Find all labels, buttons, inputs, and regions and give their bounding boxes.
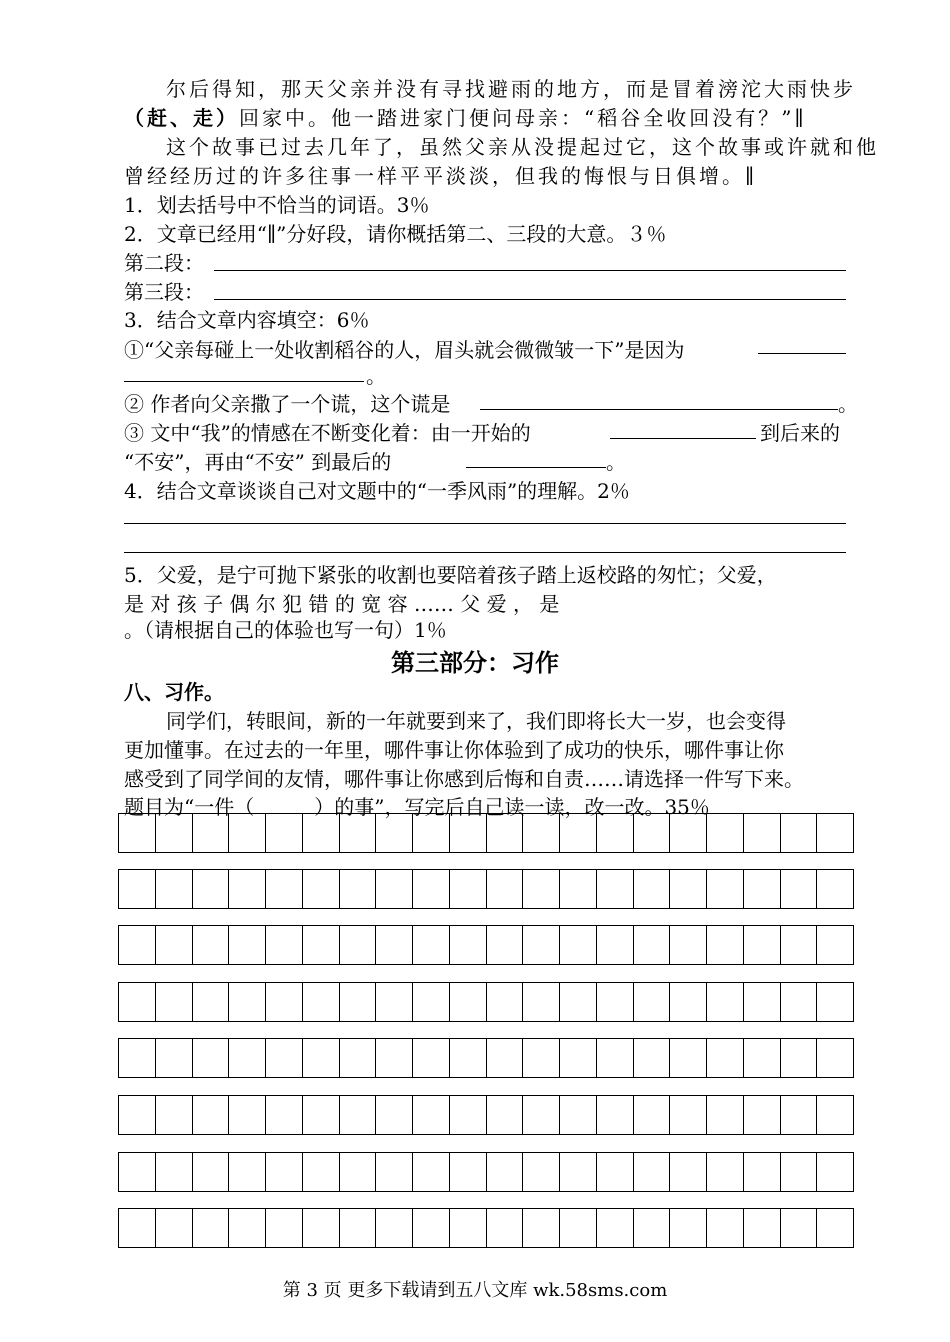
grid-cell[interactable]: [670, 1096, 707, 1134]
grid-cell[interactable]: [817, 1096, 853, 1134]
question-3-3-part3: “不安”，再由“不安” 到最后的: [124, 450, 392, 474]
grid-cell[interactable]: [670, 814, 707, 852]
grid-cell[interactable]: [450, 814, 487, 852]
grid-cell[interactable]: [156, 1153, 193, 1191]
grid-cell[interactable]: [450, 1153, 487, 1191]
grid-cell[interactable]: [266, 983, 303, 1021]
passage-p2-line2: 曾经经历过的许多往事一样平平淡淡，但我的悔恨与日俱增。∥: [124, 164, 758, 188]
question-3-3-end: 。: [606, 450, 626, 474]
passage-p1-line2-text: 回家中。他一踏进家门便问母亲：“稻谷全收回没有？”∥: [239, 106, 807, 130]
grid-cell[interactable]: [413, 1039, 450, 1077]
grid-cell[interactable]: [597, 1039, 634, 1077]
grid-cell[interactable]: [597, 814, 634, 852]
question-3-1: ①“父亲每碰上一处收割稻谷的人，眉头就会微微皱一下”是因为: [124, 338, 685, 362]
grid-cell[interactable]: [450, 983, 487, 1021]
grid-cell[interactable]: [413, 926, 450, 964]
grid-cell[interactable]: [560, 814, 597, 852]
grid-cell[interactable]: [156, 983, 193, 1021]
section-heading: 八、习作。: [124, 680, 224, 704]
grid-cell[interactable]: [744, 1209, 781, 1247]
grid-cell[interactable]: [744, 1039, 781, 1077]
grid-cell[interactable]: [376, 814, 413, 852]
grid-cell[interactable]: [523, 814, 560, 852]
grid-cell[interactable]: [597, 1153, 634, 1191]
grid-cell[interactable]: [193, 1096, 230, 1134]
grid-cell[interactable]: [193, 1209, 230, 1247]
question-1: 1．划去括号中不恰当的词语。3％: [124, 193, 430, 217]
grid-cell[interactable]: [119, 1039, 156, 1077]
grid-cell[interactable]: [817, 926, 853, 964]
grid-cell[interactable]: [523, 1209, 560, 1247]
grid-cell[interactable]: [487, 870, 524, 908]
question-5-line1: 5．父爱，是宁可抛下紧张的收割也要陪着孩子踏上返校路的匆忙；父爱，: [124, 563, 777, 587]
grid-cell[interactable]: [707, 926, 744, 964]
question-5-line2: 是 对 孩 子 偶 尔 犯 错 的 宽 容 …… 父 爱 ， 是: [124, 592, 560, 616]
grid-cell[interactable]: [229, 1209, 266, 1247]
grid-cell[interactable]: [413, 1209, 450, 1247]
grid-cell[interactable]: [229, 1039, 266, 1077]
grid-cell[interactable]: [744, 1153, 781, 1191]
question-3-2: ② 作者向父亲撒了一个谎，这个谎是: [124, 392, 451, 416]
grid-cell[interactable]: [487, 926, 524, 964]
grid-cell[interactable]: [340, 814, 377, 852]
grid-cell[interactable]: [670, 983, 707, 1021]
grid-cell[interactable]: [817, 1039, 853, 1077]
grid-cell[interactable]: [156, 1039, 193, 1077]
passage-p1-line2: [124, 104, 807, 132]
answer-line-3-3b[interactable]: [466, 467, 606, 468]
grid-cell[interactable]: [229, 1096, 266, 1134]
grid-cell[interactable]: [634, 870, 671, 908]
grid-cell[interactable]: [634, 1039, 671, 1077]
grid-cell[interactable]: [523, 983, 560, 1021]
grid-cell[interactable]: [560, 983, 597, 1021]
answer-line-3-3a[interactable]: [610, 438, 756, 439]
grid-cell[interactable]: [597, 983, 634, 1021]
grid-row[interactable]: [118, 982, 854, 1022]
grid-cell[interactable]: [156, 1209, 193, 1247]
grid-cell[interactable]: [376, 1153, 413, 1191]
grid-cell[interactable]: [303, 926, 340, 964]
answer-label-para2: 第二段：: [124, 251, 204, 275]
grid-cell[interactable]: [303, 870, 340, 908]
grid-cell[interactable]: [781, 1209, 818, 1247]
grid-cell[interactable]: [781, 1039, 818, 1077]
grid-cell[interactable]: [376, 870, 413, 908]
grid-cell[interactable]: [376, 1096, 413, 1134]
grid-cell[interactable]: [781, 870, 818, 908]
question-3-3-part1: ③ 文中“我”的情感在不断变化着：由一开始的: [124, 421, 531, 445]
grid-cell[interactable]: [781, 1153, 818, 1191]
grid-row[interactable]: [118, 1095, 854, 1135]
passage-p1-line1: 尔后得知，那天父亲并没有寻找避雨的地方，而是冒着滂沱大雨快步: [166, 77, 856, 101]
grid-cell[interactable]: [340, 983, 377, 1021]
grid-cell[interactable]: [303, 983, 340, 1021]
grid-cell[interactable]: [597, 1096, 634, 1134]
grid-cell[interactable]: [487, 1209, 524, 1247]
grid-cell[interactable]: [303, 1096, 340, 1134]
grid-cell[interactable]: [266, 1039, 303, 1077]
grid-cell[interactable]: [376, 983, 413, 1021]
grid-cell[interactable]: [229, 814, 266, 852]
grid-cell[interactable]: [156, 1096, 193, 1134]
grid-cell[interactable]: [266, 1153, 303, 1191]
grid-cell[interactable]: [560, 1096, 597, 1134]
grid-cell[interactable]: [156, 870, 193, 908]
grid-cell[interactable]: [634, 1096, 671, 1134]
grid-cell[interactable]: [707, 1039, 744, 1077]
grid-cell[interactable]: [487, 814, 524, 852]
grid-cell[interactable]: [193, 1153, 230, 1191]
grid-cell[interactable]: [450, 870, 487, 908]
grid-cell[interactable]: [707, 1153, 744, 1191]
answer-line-3-2[interactable]: [480, 409, 838, 410]
question-4: 4．结合文章谈谈自己对文题中的“一季风雨”的理解。2％: [124, 479, 630, 503]
grid-cell[interactable]: [707, 1096, 744, 1134]
passage-p2-line1: 这个故事已过去几年了，虽然父亲从没提起过它，这个故事或许就和他: [166, 135, 879, 159]
grid-cell[interactable]: [487, 1153, 524, 1191]
grid-cell[interactable]: [340, 1039, 377, 1077]
grid-row[interactable]: [118, 1038, 854, 1078]
answer-line-4a[interactable]: [124, 523, 846, 524]
grid-row[interactable]: [118, 869, 854, 909]
grid-cell[interactable]: [303, 1039, 340, 1077]
grid-cell[interactable]: [119, 1209, 156, 1247]
grid-cell[interactable]: [744, 814, 781, 852]
grid-cell[interactable]: [193, 870, 230, 908]
grid-cell[interactable]: [634, 1209, 671, 1247]
grid-cell[interactable]: [193, 814, 230, 852]
answer-label-para3: 第三段：: [124, 280, 204, 304]
grid-cell[interactable]: [670, 1209, 707, 1247]
grid-cell[interactable]: [634, 926, 671, 964]
grid-row[interactable]: [118, 813, 854, 853]
grid-cell[interactable]: [670, 1153, 707, 1191]
grid-cell[interactable]: [523, 1096, 560, 1134]
grid-cell[interactable]: [744, 926, 781, 964]
grid-cell[interactable]: [781, 926, 818, 964]
grid-cell[interactable]: [340, 1153, 377, 1191]
grid-row[interactable]: [118, 1152, 854, 1192]
grid-cell[interactable]: [193, 926, 230, 964]
question-3-3-part2: 到后来的: [760, 421, 840, 445]
grid-cell[interactable]: [266, 1209, 303, 1247]
grid-cell[interactable]: [817, 983, 853, 1021]
grid-cell[interactable]: [450, 1096, 487, 1134]
prompt-line3: 感受到了同学间的友情，哪件事让你感到后悔和自责……请选择一件写下来。: [124, 767, 804, 791]
grid-cell[interactable]: [560, 1209, 597, 1247]
section-title: 第三部分：习作: [391, 649, 559, 677]
answer-line-3-1b[interactable]: [124, 381, 364, 382]
grid-cell[interactable]: [523, 870, 560, 908]
grid-cell[interactable]: [303, 1153, 340, 1191]
grid-cell[interactable]: [413, 870, 450, 908]
grid-cell[interactable]: [560, 926, 597, 964]
grid-row[interactable]: [118, 925, 854, 965]
grid-cell[interactable]: [119, 814, 156, 852]
grid-cell[interactable]: [413, 1153, 450, 1191]
grid-cell[interactable]: [266, 870, 303, 908]
grid-cell[interactable]: [817, 870, 853, 908]
grid-cell[interactable]: [817, 1153, 853, 1191]
prompt-line1: 同学们，转眼间，新的一年就要到来了，我们即将长大一岁，也会变得: [166, 709, 786, 733]
grid-cell[interactable]: [634, 814, 671, 852]
grid-cell[interactable]: [119, 870, 156, 908]
grid-cell[interactable]: [560, 1153, 597, 1191]
grid-cell[interactable]: [487, 983, 524, 1021]
grid-cell[interactable]: [744, 983, 781, 1021]
grid-cell[interactable]: [413, 1096, 450, 1134]
grid-cell[interactable]: [266, 814, 303, 852]
question-5-line3: 。（请根据自己的体验也写一句）1％: [124, 618, 447, 642]
passage-word-choice: （赶、走）: [124, 106, 239, 130]
grid-cell[interactable]: [707, 814, 744, 852]
grid-cell[interactable]: [119, 926, 156, 964]
grid-cell[interactable]: [450, 1209, 487, 1247]
grid-cell[interactable]: [376, 1209, 413, 1247]
grid-cell[interactable]: [156, 926, 193, 964]
grid-cell[interactable]: [266, 1096, 303, 1134]
grid-cell[interactable]: [560, 870, 597, 908]
grid-cell[interactable]: [707, 1209, 744, 1247]
answer-line-3-1a[interactable]: [758, 353, 846, 354]
question-3-2-end: 。: [838, 392, 858, 416]
grid-cell[interactable]: [340, 1209, 377, 1247]
answer-line-4b[interactable]: [124, 552, 846, 553]
grid-cell[interactable]: [340, 926, 377, 964]
grid-cell[interactable]: [303, 814, 340, 852]
grid-cell[interactable]: [523, 1039, 560, 1077]
grid-cell[interactable]: [634, 1153, 671, 1191]
grid-cell[interactable]: [193, 1039, 230, 1077]
grid-cell[interactable]: [229, 870, 266, 908]
grid-cell[interactable]: [193, 983, 230, 1021]
answer-line-para2[interactable]: [214, 270, 846, 271]
grid-cell[interactable]: [781, 1096, 818, 1134]
grid-cell[interactable]: [597, 1209, 634, 1247]
grid-cell[interactable]: [340, 870, 377, 908]
grid-cell[interactable]: [229, 983, 266, 1021]
question-2: 2．文章已经用“∥”分好段，请你概括第二、三段的大意。３％: [124, 222, 667, 246]
grid-cell[interactable]: [670, 870, 707, 908]
grid-cell[interactable]: [450, 926, 487, 964]
grid-cell[interactable]: [817, 814, 853, 852]
grid-cell[interactable]: [119, 1153, 156, 1191]
prompt-line2: 更加懂事。在过去的一年里，哪件事让你体验到了成功的快乐，哪件事让你: [124, 738, 784, 762]
question-3: 3．结合文章内容填空：6％: [124, 308, 370, 332]
grid-cell[interactable]: [670, 926, 707, 964]
question-3-1-end: 。: [366, 364, 386, 388]
prompt-line4: 题目为“一件（ ）的事”，写完后自己读一读，改一改。35％: [124, 795, 710, 819]
answer-line-para3[interactable]: [214, 299, 846, 300]
grid-cell[interactable]: [744, 870, 781, 908]
grid-cell[interactable]: [413, 983, 450, 1021]
grid-cell[interactable]: [156, 814, 193, 852]
grid-cell[interactable]: [597, 926, 634, 964]
page-footer: 第 3 页 更多下载请到五八文库 wk.58sms.com: [282, 1280, 668, 1301]
grid-cell[interactable]: [376, 926, 413, 964]
grid-cell[interactable]: [340, 1096, 377, 1134]
grid-cell[interactable]: [597, 870, 634, 908]
grid-cell[interactable]: [266, 926, 303, 964]
grid-cell[interactable]: [744, 1096, 781, 1134]
grid-cell[interactable]: [817, 1209, 853, 1247]
grid-cell[interactable]: [781, 814, 818, 852]
grid-cell[interactable]: [634, 983, 671, 1021]
grid-cell[interactable]: [229, 1153, 266, 1191]
grid-cell[interactable]: [487, 1096, 524, 1134]
grid-cell[interactable]: [487, 1039, 524, 1077]
grid-cell[interactable]: [523, 1153, 560, 1191]
grid-cell[interactable]: [450, 1039, 487, 1077]
grid-cell[interactable]: [303, 1209, 340, 1247]
grid-cell[interactable]: [413, 814, 450, 852]
grid-cell[interactable]: [523, 926, 560, 964]
grid-cell[interactable]: [670, 1039, 707, 1077]
grid-cell[interactable]: [119, 983, 156, 1021]
grid-cell[interactable]: [781, 983, 818, 1021]
grid-cell[interactable]: [119, 1096, 156, 1134]
grid-cell[interactable]: [707, 983, 744, 1021]
grid-cell[interactable]: [707, 870, 744, 908]
grid-cell[interactable]: [229, 926, 266, 964]
grid-row[interactable]: [118, 1208, 854, 1248]
grid-cell[interactable]: [560, 1039, 597, 1077]
grid-cell[interactable]: [376, 1039, 413, 1077]
